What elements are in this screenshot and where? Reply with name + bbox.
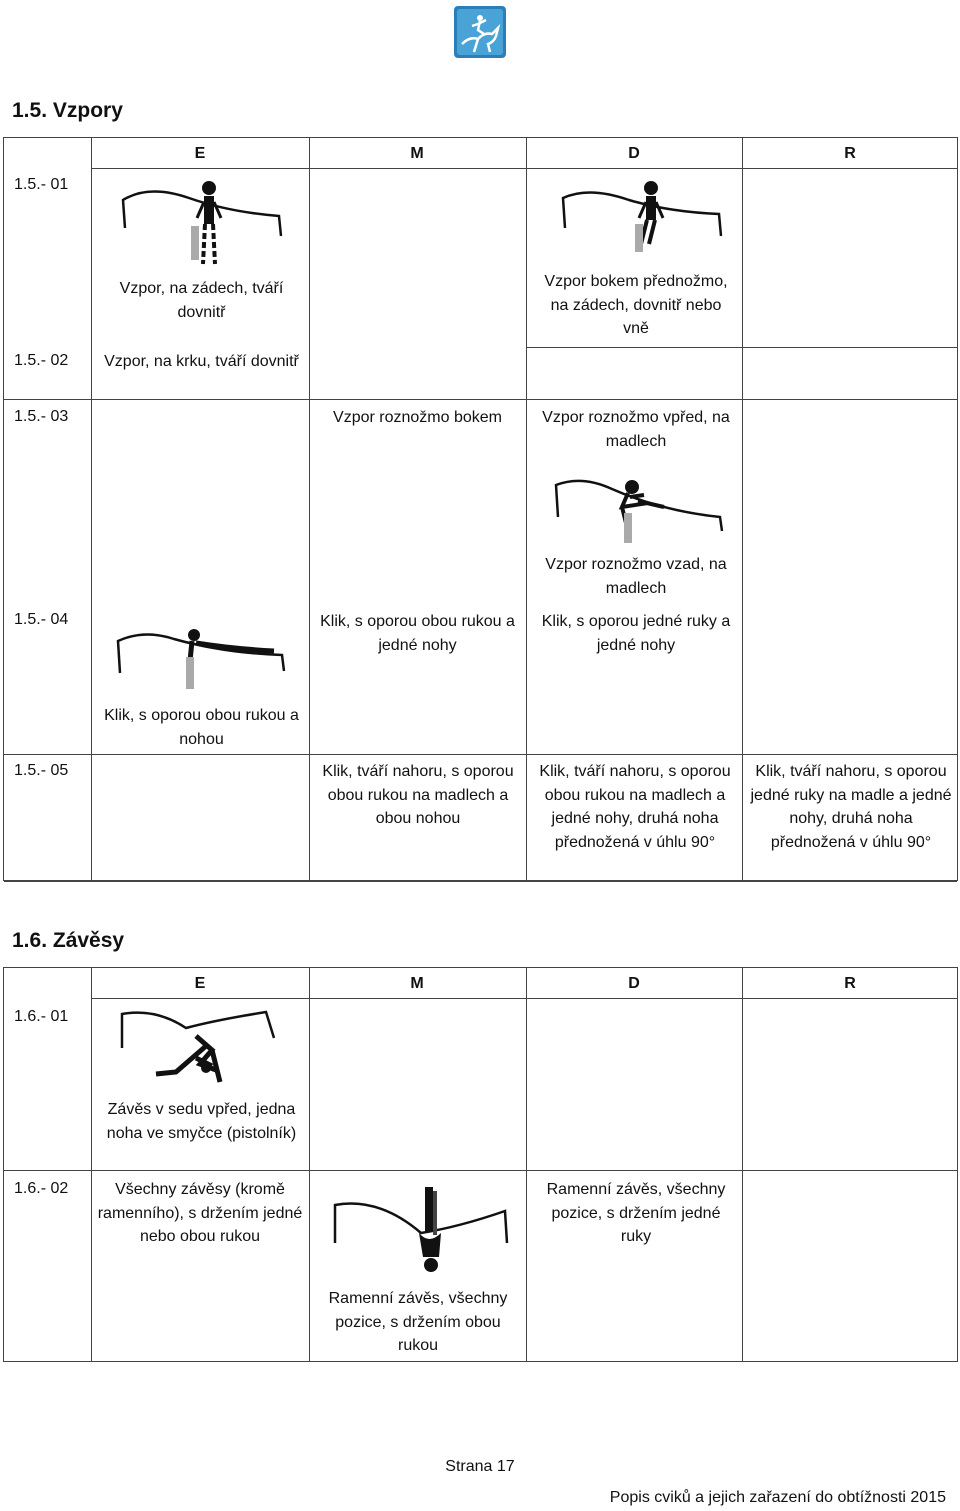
cell-klik-tvari-nahoru-obe: Klik, tváří nahoru, s oporou obou rukou na madlech a obou nohou xyxy=(322,763,514,827)
section-title-vzpory: 1.5. Vzpory xyxy=(12,99,123,122)
vzpor-na-zadech-figure xyxy=(119,178,289,273)
cell-vzpor-bokem: Vzpor bokem přednožmo, na zádech, dovnitř nebo vně xyxy=(544,273,728,337)
col-header-r-2: R xyxy=(844,975,856,992)
cell-klik-obou-rukou-jedne-nohy: Klik, s oporou obou rukou a jedné nohy xyxy=(320,613,515,654)
cell-vsechny-zavesy: Všechny závěsy (kromě ramenního), s držením jedné nebo obou rukou xyxy=(97,1181,303,1245)
page-number: Strana 17 xyxy=(445,1458,515,1475)
col-header-d: D xyxy=(628,145,640,162)
cell-vzpor-roznozmo-bokem: Vzpor roznožmo bokem xyxy=(333,409,502,426)
cell-klik-obou-rukou-nohou: Klik, s oporou obou rukou a nohou xyxy=(104,707,299,748)
cell-klik-jedne-ruky-jedne-nohy: Klik, s oporou jedné ruky a jedné nohy xyxy=(541,613,731,654)
col-header-e-2: E xyxy=(194,975,206,992)
row-label-1-5-01: 1.5.- 01 xyxy=(14,176,69,193)
cell-zaves-pistolnik: Závěs v sedu vpřed, jedna noha ve smyčce (pistolník) xyxy=(106,1101,297,1142)
vzpor-bokem-figure xyxy=(559,178,729,263)
col-header-e: E xyxy=(194,145,206,162)
cell-vzpor-na-zadech: Vzpor, na zádech, tváří dovnitř xyxy=(119,280,284,321)
vaulting-horse-logo-icon xyxy=(454,6,506,58)
table-zavesy xyxy=(3,967,958,1362)
cell-vzpor-roznozmo-vzad: Vzpor roznožmo vzad, na madlech xyxy=(545,556,727,597)
col-header-m-2: M xyxy=(410,975,424,992)
cell-klik-tvari-nahoru-jedna-noha: Klik, tváří nahoru, s oporou obou rukou na madlech a jedné nohy, druhá noha přednožená v úhlu 90° xyxy=(539,763,731,851)
vzpor-roznozmo-vzad-figure xyxy=(552,473,727,553)
row-label-1-6-02: 1.6.- 02 xyxy=(14,1180,69,1197)
klik-obe-ruce-nohy-figure xyxy=(114,623,289,703)
cell-klik-tvari-nahoru-jedna-ruka: Klik, tváří nahoru, s oporou jedné ruky na madle a jedné nohy, druhá noha přednožená v úhlu 90° xyxy=(750,763,952,851)
col-header-m: M xyxy=(410,145,424,162)
row-label-1-5-04: 1.5.- 04 xyxy=(14,611,69,628)
row-label-1-5-05: 1.5.- 05 xyxy=(14,762,69,779)
cell-ramenni-zaves-jedna-ruka: Ramenní závěs, všechny pozice, s držením jedné ruky xyxy=(546,1181,726,1245)
cell-vzpor-na-krku: Vzpor, na krku, tváří dovnitř xyxy=(104,353,299,370)
col-header-d-2: D xyxy=(628,975,640,992)
col-header-r: R xyxy=(844,145,856,162)
row-label-1-5-02: 1.5.- 02 xyxy=(14,352,69,369)
zaves-pistolnik-figure xyxy=(116,1006,291,1096)
table-vzpory xyxy=(3,137,958,881)
document-title: Popis cviků a jejich zařazení do obtížnosti 2015 xyxy=(609,1489,946,1506)
row-label-1-6-01: 1.6.- 01 xyxy=(14,1008,69,1025)
section-title-zavesy: 1.6. Závěsy xyxy=(12,929,125,952)
cell-vzpor-roznozmo-vpred: Vzpor roznožmo vpřed, na madlech xyxy=(542,409,730,450)
row-label-1-5-03: 1.5.- 03 xyxy=(14,408,69,425)
ramenni-zaves-figure xyxy=(329,1183,519,1293)
cell-ramenni-zaves-obe-ruce: Ramenní závěs, všechny pozice, s držením obou rukou xyxy=(328,1290,508,1354)
